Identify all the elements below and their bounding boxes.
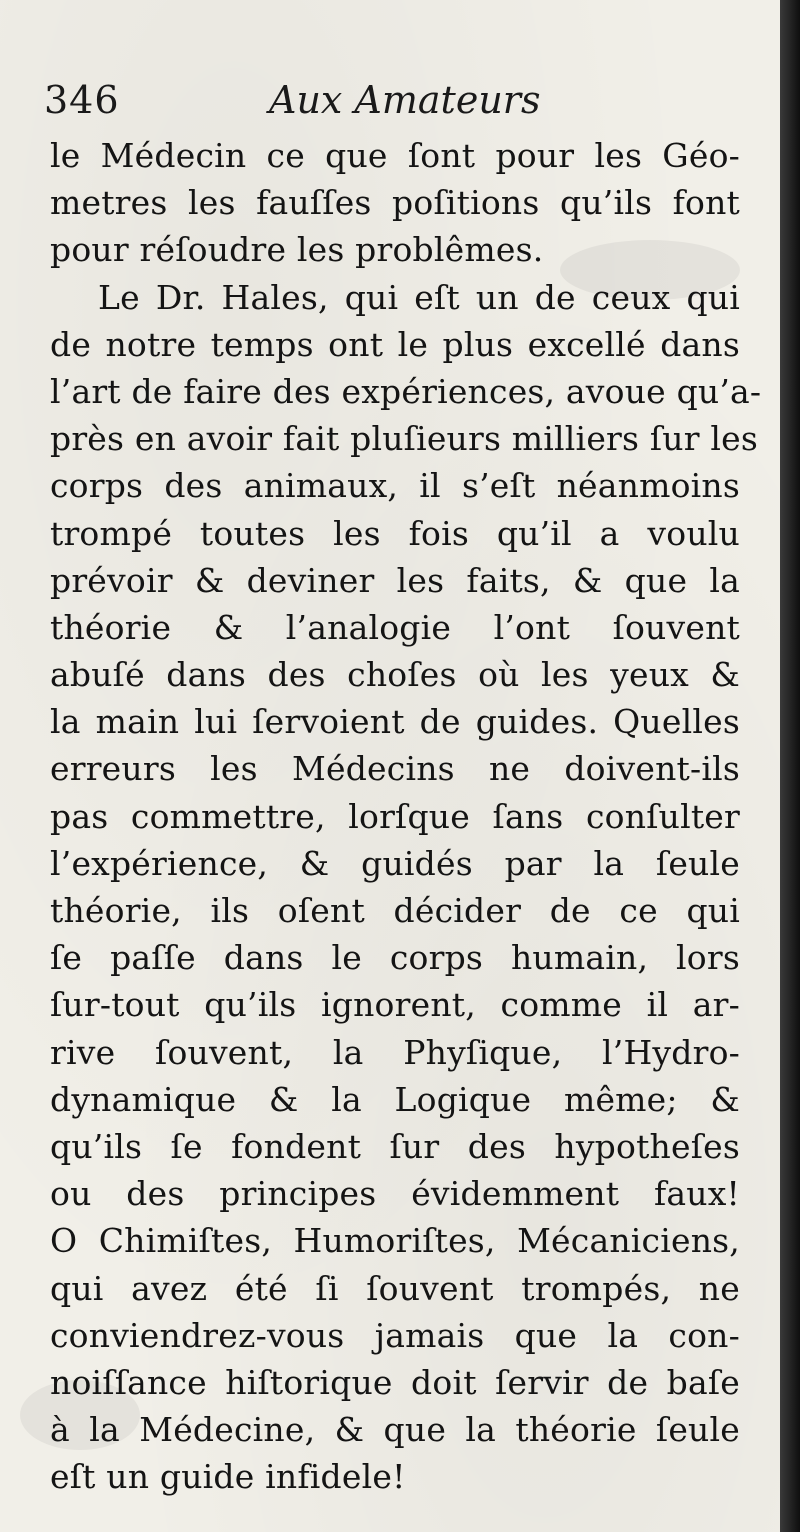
- text-line: corps des animaux, il s’eſt néanmoins: [50, 466, 740, 506]
- text-line: O Chimiſtes, Humoriſtes, Mécaniciens,: [50, 1221, 740, 1261]
- text-line: près en avoir fait pluſieurs milliers ſur les: [50, 419, 758, 459]
- text-line: pas commettre, lorſque ſans conſulter: [50, 796, 740, 836]
- text-line: à la Médecine, & que la théorie ſeule: [50, 1410, 740, 1450]
- text-line: trompé toutes les fois qu’il a voulu: [50, 513, 740, 553]
- text-line: l’art de faire des expériences, avoue qu’a-: [50, 371, 762, 411]
- text-line: ſe paſſe dans le corps humain, lors: [50, 938, 740, 978]
- text-line: de notre temps ont le plus excellé dans: [50, 324, 740, 364]
- text-line: dynamique & la Logique même; &: [50, 1079, 740, 1119]
- text-line: metres les fauſſes poſitions qu’ils font: [50, 183, 740, 223]
- text-line: conviendrez-vous jamais que la con-: [50, 1315, 740, 1355]
- book-gutter: [780, 0, 800, 1532]
- text-line: qu’ils ſe fondent ſur des hypotheſes: [50, 1126, 740, 1166]
- text-line: noiſſance hiſtorique doit ſervir de baſe: [50, 1362, 740, 1402]
- text-line: qui avez été ſi ſouvent trompés, ne: [50, 1268, 740, 1308]
- text-line: pour réſoudre les problêmes.: [50, 230, 544, 270]
- text-line: abuſé dans des choſes où les yeux &: [50, 655, 740, 695]
- text-line: rive ſouvent, la Phyſique, l’Hydro-: [50, 1032, 740, 1072]
- text-line: erreurs les Médecins ne doivent-ils: [50, 749, 740, 789]
- running-head: [44, 70, 564, 130]
- text-line: prévoir & deviner les faits, & que la: [50, 560, 740, 600]
- page-number: 346: [44, 78, 120, 122]
- text-line: le Médecin ce que ſont pour les Géo-: [50, 136, 740, 175]
- paragraph-first-line: Le Dr. Hales, qui eſt un de ceux qui: [98, 277, 740, 317]
- text-line: ou des principes évidemment faux!: [50, 1174, 740, 1214]
- text-line: eſt un guide infidele!: [50, 1457, 406, 1497]
- text-line: théorie, ils oſent décider de ce qui: [50, 891, 740, 930]
- text-line: théorie & l’analogie l’ont ſouvent: [50, 607, 740, 647]
- running-title: Aux Amateurs: [269, 78, 541, 122]
- text-line: l’expérience, & guidés par la ſeule: [50, 843, 740, 883]
- text-line: ſur-tout qu’ils ignorent, comme il ar-: [50, 985, 740, 1025]
- text-line: la main lui ſervoient de guides. Quelles: [50, 702, 740, 742]
- body-text: [50, 132, 762, 1500]
